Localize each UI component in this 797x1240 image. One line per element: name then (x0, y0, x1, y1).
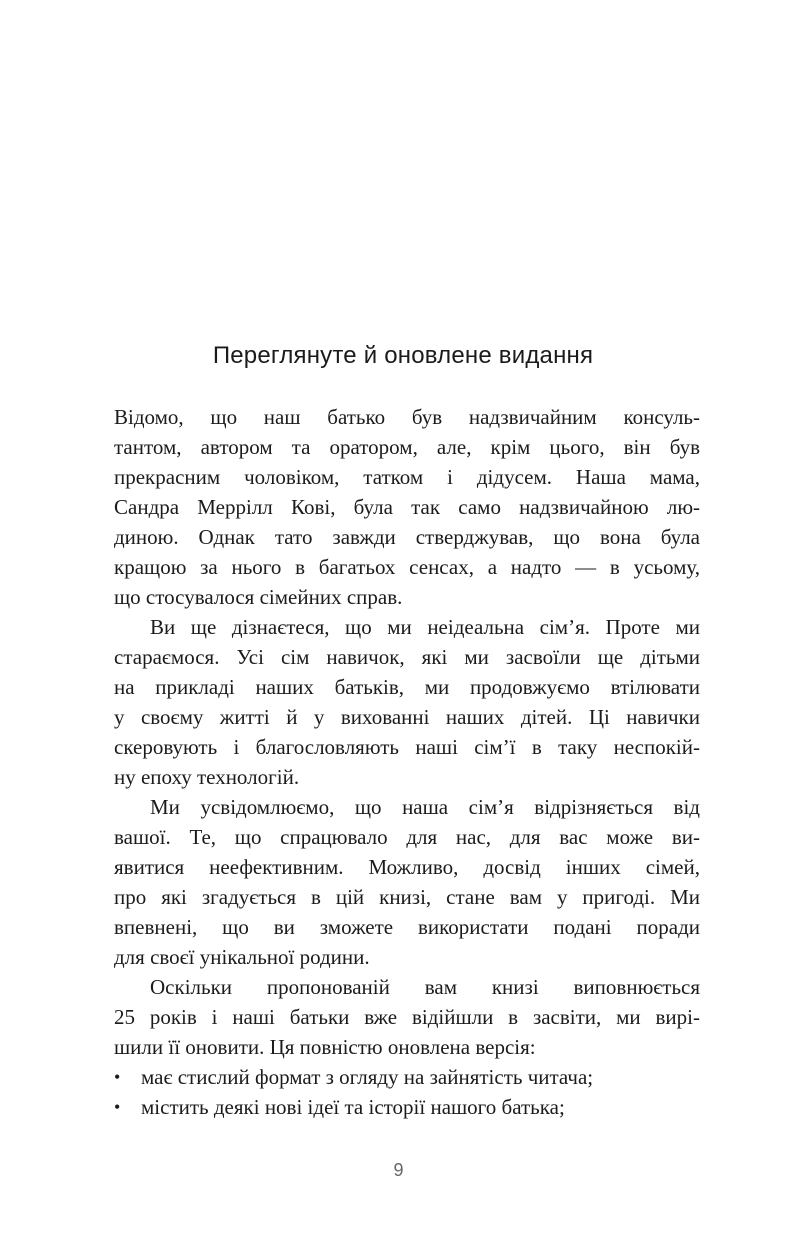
text-line: стараємося. Усі сім навичок, які ми засвоїли ще дітьми (114, 645, 700, 669)
text-line: про які згадується в цій книзі, стане вам у пригоді. Ми (114, 885, 700, 909)
text-line: кращою за нього в багатьох сенсах, а надто — в усьому, (114, 555, 700, 579)
text-line: скеровують і благословляють наші сім’ї в таку неспокій- (114, 735, 700, 759)
text-line: Відомо, що наш батько був надзвичайним консуль- (114, 405, 700, 429)
text-line: для своєї унікальної родини. (114, 945, 370, 969)
section-heading: Переглянуте й оновлене видання (212, 342, 594, 369)
bullet-text: має стислий формат з огляду на зайнятість читача; (141, 1065, 594, 1089)
bullet-text: містить деякі нові ідеї та історії нашого батька; (141, 1095, 565, 1119)
bullet-item (114, 1092, 700, 1122)
text-line: тантом, автором та оратором, але, крім цього, він був (114, 435, 700, 459)
text-line: Сандра Меррілл Кові, була так само надзвичайною лю- (114, 495, 700, 519)
text-line: на прикладі наших батьків, ми продовжуємо втілювати (114, 675, 700, 699)
bullet-icon: • (114, 1097, 121, 1117)
text-line: у своєму житті й у вихованні наших дітей. Ці навички (114, 705, 700, 729)
bullet-icon: • (114, 1067, 121, 1087)
text-line: явитися неефективним. Можливо, досвід інших сімей, (114, 855, 700, 879)
text-line: диною. Однак тато завжди стверджував, що вона була (114, 525, 700, 549)
text-line: прекрасним чоловіком, татком і дідусем. Наша мама, (114, 465, 700, 489)
text-line: Ми усвідомлюємо, що наша сім’я відрізняється від (150, 795, 700, 819)
text-line: ну епоху технологій. (114, 765, 300, 789)
page-number: 9 (393, 1160, 404, 1180)
text-line: що стосувалося сімейних справ. (114, 585, 403, 609)
text-line: шили її оновити. Ця повністю оновлена версія: (114, 1035, 536, 1059)
text-line: вашої. Те, що спрацювало для нас, для вас може ви- (114, 825, 700, 849)
text-line: Ви ще дізнаєтеся, що ми неідеальна сім’я. Проте ми (150, 615, 700, 639)
bullet-item (114, 1062, 700, 1092)
text-line: 25 років і наші батьки вже відійшли в засвіти, ми вирі- (114, 1005, 700, 1029)
text-line: впевнені, що ви зможете використати подані поради (114, 915, 700, 939)
body-text (114, 402, 700, 1122)
text-line: Оскільки пропонованій вам книзі виповнюється (150, 975, 700, 999)
